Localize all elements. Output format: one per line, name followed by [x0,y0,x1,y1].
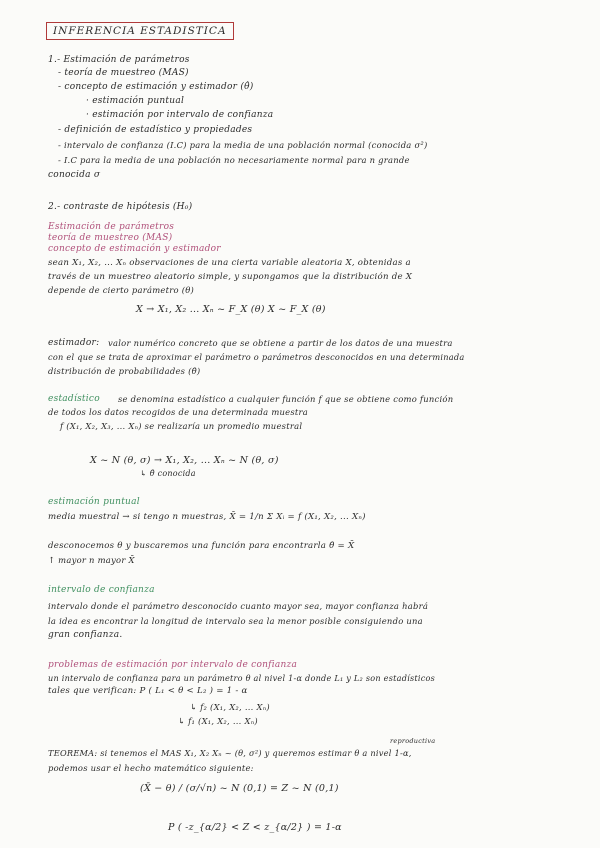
outline-sub-6: - intervalo de confianza (I.C) para la media de una población normal (conocida σ²) [58,140,428,150]
para-1-line-2: través de un muestreo aleatorio simple, y supongamos que la distribución de X [48,272,413,282]
para-2-line-1: valor numérico concreto que se obtiene a partir de los datos de una muestra [108,338,453,348]
page-title: INFERENCIA ESTADISTICA [46,22,234,40]
para-5: desconocemos θ y buscaremos una función para encontrarla θ̂ = X̄ [48,541,355,551]
para-6-line-3: gran confianza. [48,630,123,640]
equation-2-note: ↳ θ̂ conocida [140,469,196,478]
para-7-l2: ↳ f₂ (X₁, X₂, ... Xₙ) [190,702,270,712]
para-1-line-1: sean X₁, X₂, ... Xₙ observaciones de una cierta variable aleatoria X, obtenidas a [48,258,411,268]
outline-item-2: 2.- contraste de hipótesis (H₀) [48,202,193,212]
para-2-line-2: con el que se trata de aproximar el parámetro o parámetros desconocidos en una determinada [48,352,465,362]
outline-sub-5: - definición de estadístico y propiedades [58,125,253,135]
section-sub-2: concepto de estimación y estimador [48,244,221,254]
para-3-line-1: se denomina estadístico a cualquier función f que se obtiene como función [118,394,454,404]
intervalo-heading: intervalo de confianza [48,585,155,595]
outline-wrap: conocida σ [48,170,101,180]
equation-3: (X̄ − θ) / (σ/√n) ~ N (0,1) = Z ~ N (0,1) [140,783,339,794]
outline-item-1: 1.- Estimación de parámetros [48,55,190,65]
outline-sub-3: · estimación puntual [86,96,185,106]
section-heading: Estimación de parámetros [48,222,175,232]
teorema-note: reproductiva [390,737,436,745]
equation-2: X ~ N (θ, σ) → X₁, X₂, ... Xₙ ~ N (θ, σ) [90,455,279,466]
equation-1: X → X₁, X₂ ... Xₙ ~ F_X (θ) X ~ F_X (θ) [136,304,326,315]
estimador-label: estimador: [48,338,100,348]
outline-sub-7: - I.C para la media de una población no necesariamente normal para n grande [58,155,410,165]
teorema-line-2: podemos usar el hecho matemático siguiente: [48,763,254,773]
puntual-heading: estimación puntual [48,497,140,507]
outline-sub-4: · estimación por intervalo de confianza [86,110,274,120]
equation-4: P ( -z_{α/2} < Z < z_{α/2} ) = 1-α [168,822,342,833]
section-sub-1: teoría de muestreo (MAS) [48,233,173,243]
outline-sub-1: - teoría de muestreo (MAS) [58,68,189,78]
para-3-line-2: de todos los datos recogidos de una determinada muestra [48,407,309,417]
problemas-heading: problemas de estimación por intervalo de confianza [48,660,298,670]
para-7-l1: ↳ f₁ (X₁, X₂, ... Xₙ) [178,716,258,726]
para-6-line-2: la idea es encontrar la longitud de intervalo sea la menor posible consiguiendo una [48,616,423,626]
estadistico-label: estadístico [48,394,100,404]
para-4: media muestral → si tengo n muestras, X̄ = 1/n Σ Xᵢ = f (X₁, X₂, ... Xₙ) [48,512,366,522]
teorema-line-1: TEOREMA: si tenemos el MAS X₁, X₂ Xₙ ~ (θ, σ²) y queremos estimar θ a nivel 1-α, [48,748,412,758]
para-6-line-1: intervalo donde el parámetro desconocido cuanto mayor sea, mayor confianza habrá [48,601,429,611]
para-7-line-2: tales que verifican: P ( L₁ < θ < L₂ ) = 1 - α [48,686,248,696]
para-5b: ↑ mayor n mayor X̄ [48,555,135,565]
para-7-line-1: un intervalo de confianza para un parámetro θ al nivel 1-α donde L₁ y L₂ son estadísticos [48,673,436,683]
para-3-line-3: f (X₁, X₂, X₃, ... Xₙ) se realizaría un promedio muestral [60,421,303,431]
para-2-line-3: distribución de probabilidades (θ̂) [48,366,201,376]
para-1-line-3: depende de cierto parámetro (θ) [48,285,195,295]
outline-sub-2: - concepto de estimación y estimador (θ̂) [58,82,254,92]
